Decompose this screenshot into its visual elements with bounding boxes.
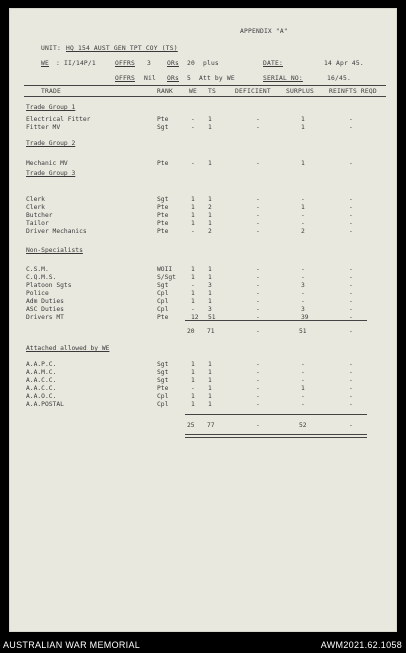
rank-cell: Pte — [157, 314, 169, 321]
we-cell: 1 — [191, 290, 195, 297]
we-cell: 1 — [191, 361, 195, 368]
reinfts-cell: - — [349, 298, 353, 305]
table-row — [9, 393, 397, 400]
ors-value: 20 plus — [187, 60, 219, 67]
we-cell: 1 — [191, 266, 195, 273]
we-value: : II/14P/1 — [56, 60, 96, 67]
we-cell: 1 — [191, 220, 195, 227]
total-reinfts: - — [349, 422, 353, 429]
table-row — [9, 228, 397, 235]
table-row — [9, 196, 397, 203]
rank-cell: Cpl — [157, 401, 169, 408]
trade-cell: Mechanic MV — [26, 160, 68, 167]
table-row — [9, 160, 397, 167]
total-double-rule-2 — [185, 437, 367, 438]
header-surplus: SURPLUS — [286, 88, 314, 95]
we-cell: 1 — [191, 204, 195, 211]
header-rule-top — [24, 85, 386, 86]
trade-cell: A.A.O.C. — [26, 393, 57, 400]
subtotal-row — [9, 328, 397, 335]
rank-cell: Cpl — [157, 290, 169, 297]
we-cell: 1 — [191, 298, 195, 305]
reinfts-cell: - — [349, 290, 353, 297]
total-ts: 77 — [207, 422, 215, 429]
reinfts-cell: - — [349, 369, 353, 376]
unit-label: UNIT: — [41, 45, 61, 52]
trade-cell: Drivers MT — [26, 314, 64, 321]
rank-cell: Pte — [157, 204, 169, 211]
surplus-cell: 1 — [301, 385, 305, 392]
trade-cell: Tailor — [26, 220, 49, 227]
we-cell: 1 — [191, 274, 195, 281]
we-cell: 1 — [191, 377, 195, 384]
surplus-cell: 1 — [301, 160, 305, 167]
ts-cell: 1 — [208, 212, 212, 219]
section-title: Trade Group 1 — [26, 104, 76, 111]
deficient-cell: - — [256, 361, 260, 368]
deficient-cell: - — [256, 274, 260, 281]
rank-cell: Sgt — [157, 124, 169, 131]
reinfts-cell: - — [349, 361, 353, 368]
we-cell: - — [191, 116, 195, 123]
header-rank: RANK — [157, 88, 173, 95]
surplus-cell: 3 — [301, 282, 305, 289]
subtotal-deficient: - — [256, 328, 260, 335]
serial-label: SERIAL NO: — [263, 75, 303, 82]
deficient-cell: - — [256, 298, 260, 305]
table-row — [9, 124, 397, 131]
footer-institution: AUSTRALIAN WAR MEMORIAL — [3, 640, 141, 650]
reinfts-cell: - — [349, 401, 353, 408]
reinfts-cell: - — [349, 204, 353, 211]
reinfts-cell: - — [349, 393, 353, 400]
ts-cell: 1 — [208, 160, 212, 167]
table-row — [9, 282, 397, 289]
ts-cell: 1 — [208, 385, 212, 392]
ts-cell: 51 — [208, 314, 216, 321]
we-cell: - — [191, 282, 195, 289]
we-cell: 1 — [191, 196, 195, 203]
we-cell: 1 — [191, 393, 195, 400]
rank-cell: WOII — [157, 266, 173, 273]
ts-cell: 1 — [208, 116, 212, 123]
table-row — [9, 274, 397, 281]
unit-value: HQ 154 AUST GEN TPT COY (TS) — [66, 45, 178, 52]
header-trade: TRADE — [41, 88, 61, 95]
deficient-cell: - — [256, 212, 260, 219]
subtotal-ts: 71 — [207, 328, 215, 335]
ts-cell: 3 — [208, 306, 212, 313]
we-cell: - — [191, 306, 195, 313]
deficient-cell: - — [256, 369, 260, 376]
table-row — [9, 298, 397, 305]
rank-cell: Pte — [157, 385, 169, 392]
offrs2-label: OFFRS — [115, 75, 135, 82]
rank-cell: Cpl — [157, 298, 169, 305]
ts-cell: 3 — [208, 282, 212, 289]
document-page — [9, 8, 397, 632]
header-rule-bottom — [24, 96, 386, 97]
table-row — [9, 385, 397, 392]
deficient-cell: - — [256, 124, 260, 131]
trade-cell: Platoon Sgts — [26, 282, 72, 289]
deficient-cell: - — [256, 228, 260, 235]
reinfts-cell: - — [349, 124, 353, 131]
table-row — [9, 266, 397, 273]
reinfts-cell: - — [349, 282, 353, 289]
appendix-label: APPENDIX "A" — [240, 28, 288, 35]
reinfts-cell: - — [349, 220, 353, 227]
trade-cell: A.A.M.C. — [26, 369, 57, 376]
ts-cell: 2 — [208, 228, 212, 235]
deficient-cell: - — [256, 393, 260, 400]
reinfts-cell: - — [349, 160, 353, 167]
ors2-label: ORs — [167, 75, 179, 82]
deficient-cell: - — [256, 385, 260, 392]
trade-cell: C.S.M. — [26, 266, 49, 273]
section-heading — [9, 345, 397, 352]
date-value: 14 Apr 45. — [324, 60, 364, 67]
we-label: WE — [41, 60, 49, 67]
ts-cell: 1 — [208, 393, 212, 400]
reinfts-cell: - — [349, 385, 353, 392]
we-cell: - — [191, 160, 195, 167]
surplus-cell: - — [301, 393, 305, 400]
ts-cell: 1 — [208, 361, 212, 368]
footer-accession: AWM2021.62.1058 — [320, 640, 402, 650]
ts-cell: 2 — [208, 204, 212, 211]
total-surplus: 52 — [299, 422, 307, 429]
ts-cell: 1 — [208, 274, 212, 281]
reinfts-cell: - — [349, 314, 353, 321]
trade-cell: Police — [26, 290, 49, 297]
table-row — [9, 220, 397, 227]
surplus-cell: - — [301, 220, 305, 227]
table-row — [9, 204, 397, 211]
rank-cell: Pte — [157, 228, 169, 235]
ts-cell: 1 — [208, 290, 212, 297]
trade-cell: A.A.POSTAL — [26, 401, 64, 408]
deficient-cell: - — [256, 314, 260, 321]
total-we: 25 — [187, 422, 195, 429]
table-row — [9, 361, 397, 368]
deficient-cell: - — [256, 196, 260, 203]
deficient-cell: - — [256, 401, 260, 408]
ts-cell: 1 — [208, 298, 212, 305]
reinfts-cell: - — [349, 196, 353, 203]
subtotal-surplus: 51 — [299, 328, 307, 335]
reinfts-cell: - — [349, 266, 353, 273]
surplus-cell: - — [301, 290, 305, 297]
section-title: Trade Group 2 — [26, 140, 76, 147]
rank-cell: Sgt — [157, 369, 169, 376]
we-cell: - — [191, 385, 195, 392]
section-heading — [9, 247, 397, 254]
table-row — [9, 212, 397, 219]
rank-cell: Cpl — [157, 393, 169, 400]
header-ts: TS — [208, 88, 216, 95]
reinfts-cell: - — [349, 274, 353, 281]
reinfts-cell: - — [349, 228, 353, 235]
date-label: DATE: — [263, 60, 283, 67]
table-row — [9, 306, 397, 313]
section-heading — [9, 104, 397, 111]
surplus-cell: 3 — [301, 306, 305, 313]
rank-cell: Sgt — [157, 196, 169, 203]
trade-cell: A.A.C.C. — [26, 377, 57, 384]
surplus-cell: - — [301, 298, 305, 305]
deficient-cell: - — [256, 282, 260, 289]
rank-cell: Pte — [157, 220, 169, 227]
trade-cell: A.A.P.C. — [26, 361, 57, 368]
deficient-cell: - — [256, 266, 260, 273]
table-row — [9, 369, 397, 376]
total-rule — [185, 414, 367, 415]
reinfts-cell: - — [349, 306, 353, 313]
we-cell: 12 — [191, 314, 199, 321]
surplus-cell: 1 — [301, 124, 305, 131]
trade-cell: A.A.C.C. — [26, 385, 57, 392]
trade-cell: C.Q.M.S. — [26, 274, 57, 281]
trade-cell: Driver Mechanics — [26, 228, 87, 235]
we-cell: 1 — [191, 401, 195, 408]
ors2-value: 5 Att by WE — [187, 75, 235, 82]
rank-cell: Pte — [157, 160, 169, 167]
rank-cell: Pte — [157, 116, 169, 123]
reinfts-cell: - — [349, 377, 353, 384]
trade-cell: Clerk — [26, 204, 45, 211]
deficient-cell: - — [256, 290, 260, 297]
offrs2-value: Nil — [144, 75, 156, 82]
ts-cell: 1 — [208, 124, 212, 131]
trade-cell: Fitter MV — [26, 124, 61, 131]
we-cell: 1 — [191, 212, 195, 219]
section-heading — [9, 140, 397, 147]
header-deficient: DEFICIENT — [235, 88, 271, 95]
rank-cell: Pte — [157, 212, 169, 219]
ts-cell: 1 — [208, 266, 212, 273]
header-reinfts: REINFTS REQD — [329, 88, 377, 95]
we-cell: - — [191, 228, 195, 235]
surplus-cell: - — [301, 369, 305, 376]
table-row — [9, 290, 397, 297]
table-row — [9, 401, 397, 408]
reinfts-cell: - — [349, 212, 353, 219]
deficient-cell: - — [256, 220, 260, 227]
rank-cell: Sgt — [157, 377, 169, 384]
ts-cell: 1 — [208, 196, 212, 203]
total-deficient: - — [256, 422, 260, 429]
ts-cell: 1 — [208, 377, 212, 384]
deficient-cell: - — [256, 160, 260, 167]
surplus-cell: - — [301, 361, 305, 368]
trade-cell: Butcher — [26, 212, 53, 219]
section-heading — [9, 170, 397, 177]
surplus-cell: 1 — [301, 204, 305, 211]
table-row — [9, 116, 397, 123]
table-row — [9, 377, 397, 384]
surplus-cell: 1 — [301, 116, 305, 123]
ts-cell: 1 — [208, 369, 212, 376]
offrs-value: 3 — [147, 60, 151, 67]
we-cell: 1 — [191, 369, 195, 376]
we-cell: - — [191, 124, 195, 131]
surplus-cell: - — [301, 196, 305, 203]
offrs-label: OFFRS — [115, 60, 135, 67]
total-row — [9, 422, 397, 429]
surplus-cell: - — [301, 401, 305, 408]
ts-cell: 1 — [208, 220, 212, 227]
surplus-cell: 2 — [301, 228, 305, 235]
trade-cell: Electrical Fitter — [26, 116, 91, 123]
reinfts-cell: - — [349, 116, 353, 123]
subtotal-rule — [185, 320, 367, 321]
section-title: Non-Specialists — [26, 247, 83, 254]
rank-cell: S/Sgt — [157, 274, 176, 281]
subtotal-reinfts: - — [349, 328, 353, 335]
ors-label: ORs — [167, 60, 179, 67]
surplus-cell: - — [301, 212, 305, 219]
trade-cell: ASC Duties — [26, 306, 64, 313]
section-title: Trade Group 3 — [26, 170, 76, 177]
trade-cell: Clerk — [26, 196, 45, 203]
rank-cell: Sgt — [157, 361, 169, 368]
surplus-cell: 39 — [301, 314, 309, 321]
surplus-cell: - — [301, 266, 305, 273]
deficient-cell: - — [256, 116, 260, 123]
surplus-cell: - — [301, 377, 305, 384]
total-double-rule-1 — [185, 434, 367, 435]
deficient-cell: - — [256, 377, 260, 384]
section-title: Attached allowed by WE — [26, 345, 110, 352]
surplus-cell: - — [301, 274, 305, 281]
header-we: WE — [189, 88, 197, 95]
serial-value: 16/45. — [327, 75, 351, 82]
ts-cell: 1 — [208, 401, 212, 408]
rank-cell: Sgt — [157, 282, 169, 289]
trade-cell: Adm Duties — [26, 298, 64, 305]
rank-cell: Cpl — [157, 306, 169, 313]
deficient-cell: - — [256, 204, 260, 211]
subtotal-we: 20 — [187, 328, 195, 335]
deficient-cell: - — [256, 306, 260, 313]
